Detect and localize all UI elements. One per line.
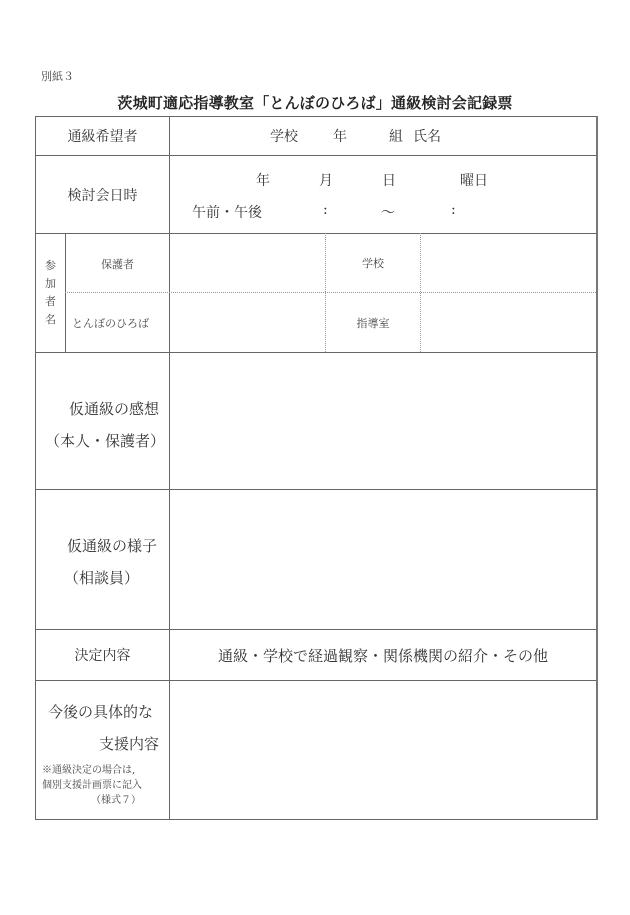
- participants-label: [36, 234, 65, 352]
- weekday-suffix: 曜日: [460, 173, 488, 189]
- applicant-label: 通級希望者: [67, 129, 138, 145]
- impressions-field[interactable]: [170, 353, 596, 489]
- month-suffix: 月: [319, 173, 333, 189]
- annex-label: 別紙３: [41, 70, 74, 83]
- future-support-label-line1: 今後の具体的な: [48, 703, 154, 721]
- future-support-note-line2: 個別支援計画票に記入: [42, 780, 142, 791]
- table-border-right: [596, 116, 598, 820]
- participants-label-char: 者: [45, 295, 56, 308]
- applicant-field[interactable]: [170, 117, 596, 155]
- impressions-label-line2: （本人・保護者）: [44, 432, 165, 450]
- school-participant-label: 学校: [362, 257, 384, 270]
- impressions-label-line1: 仮通級の感想: [68, 400, 159, 418]
- tombo-hiroba-label: とんぼのひろば: [72, 316, 149, 330]
- decision-options[interactable]: 通級・学校で経過観察・関係機関の紹介・その他: [217, 646, 548, 665]
- participants-label-char: 名: [45, 313, 56, 326]
- observation-label-line1: 仮通級の様子: [67, 537, 158, 555]
- participants-label-char: 参: [45, 259, 56, 272]
- future-support-field[interactable]: [170, 681, 596, 819]
- observation-label-line2: （相談員）: [64, 569, 140, 587]
- school-suffix: 学校: [270, 129, 298, 145]
- form-title: 茨城町適応指導教室「とんぼのひろば」通級検討会記録票: [117, 94, 513, 112]
- guidance-room-label: 指導室: [356, 316, 390, 330]
- year-suffix: 年: [256, 173, 270, 189]
- decision-label: 決定内容: [74, 648, 131, 664]
- ampm-label: 午前・午後: [192, 205, 262, 221]
- meeting-datetime-label: 検討会日時: [67, 187, 138, 204]
- class-suffix: 組: [389, 129, 403, 145]
- future-support-note-line3: （様式７）: [91, 795, 141, 806]
- start-time-colon: :: [323, 202, 328, 218]
- name-label: 氏名: [413, 129, 441, 145]
- guardian-name-field[interactable]: [170, 234, 325, 292]
- end-time-colon: :: [451, 202, 456, 218]
- observation-label: [36, 490, 169, 629]
- grade-suffix: 年: [333, 129, 347, 145]
- impressions-label: [36, 353, 169, 489]
- future-support-label-line2: 支援内容: [98, 735, 159, 753]
- future-support-label: [36, 681, 169, 819]
- day-suffix: 日: [382, 173, 396, 189]
- guardian-label: 保護者: [101, 258, 134, 271]
- table-border-bottom: [35, 819, 596, 820]
- tombo-hiroba-name-field[interactable]: [170, 293, 325, 352]
- time-range-tilde: 〜: [381, 205, 395, 221]
- future-support-note-line1: ※通級決定の場合は,: [42, 765, 136, 776]
- guidance-room-field[interactable]: [421, 293, 596, 352]
- meeting-datetime-field[interactable]: [170, 156, 596, 233]
- observation-field[interactable]: [170, 490, 596, 629]
- school-participant-field[interactable]: [421, 234, 596, 292]
- participants-label-char: 加: [45, 277, 56, 290]
